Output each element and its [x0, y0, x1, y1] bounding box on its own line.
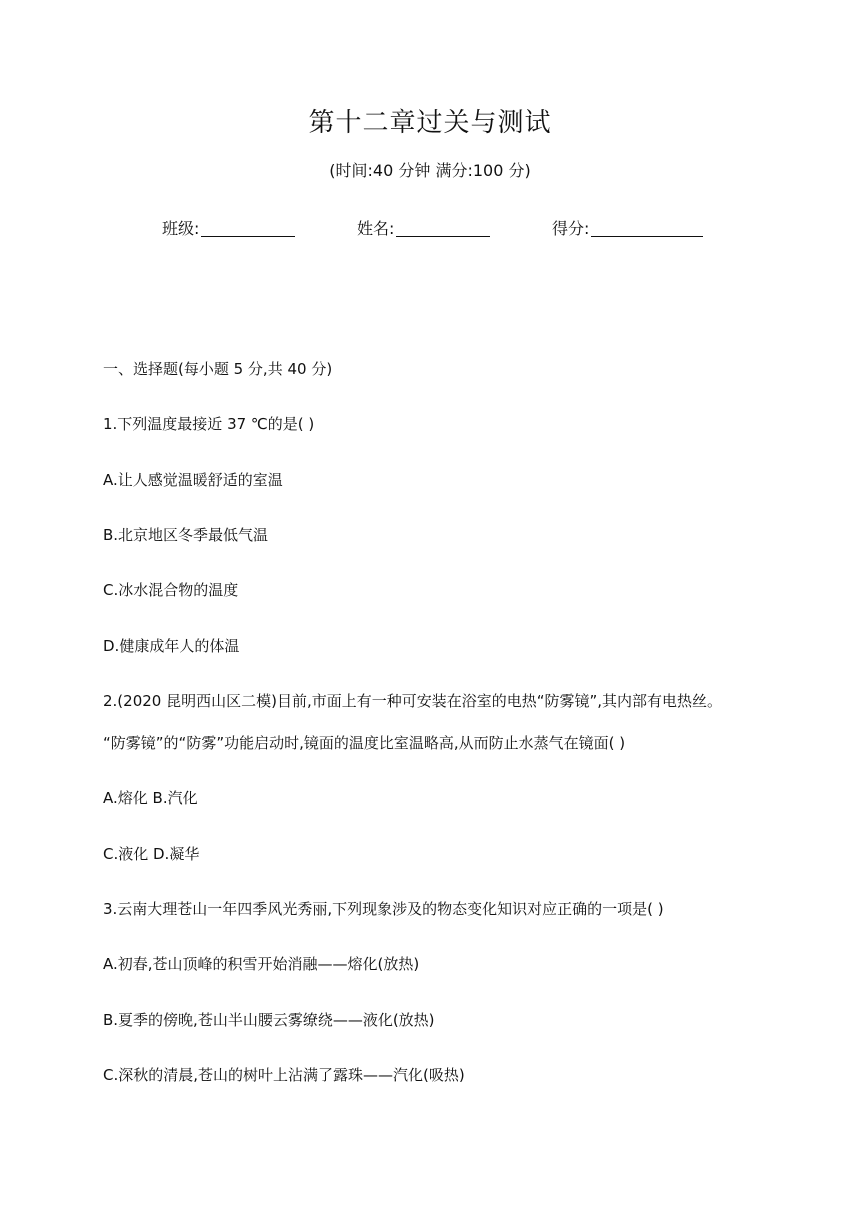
class-field: [162, 216, 295, 239]
exam-time-score-note: (时间:40 分钟 满分:100 分): [329, 161, 531, 180]
question-1-option-b: B.北京地区冬季最低气温: [103, 526, 269, 544]
score-label: 得分:: [552, 219, 590, 238]
name-field: [357, 216, 490, 239]
question-1-option-d: D.健康成年人的体温: [103, 637, 240, 655]
question-1-option-c: C.冰水混合物的温度: [103, 581, 239, 599]
question-1-stem: 1.下列温度最接近 37 ℃的是( ): [103, 415, 315, 433]
score-blank: [591, 220, 703, 237]
class-blank: [201, 220, 295, 237]
name-blank: [396, 220, 490, 237]
question-3-option-a: A.初春,苍山顶峰的积雪开始消融——熔化(放热): [103, 955, 420, 973]
page-title: 第十二章过关与测试: [308, 108, 552, 138]
score-field: [552, 216, 703, 239]
name-label: 姓名:: [357, 219, 395, 238]
question-2-options-ab: A.熔化 B.汽化: [103, 789, 198, 807]
class-label: 班级:: [162, 219, 200, 238]
question-3-option-b: B.夏季的傍晚,苍山半山腰云雾缭绕——液化(放热): [103, 1011, 435, 1029]
question-3-stem: 3.云南大理苍山一年四季风光秀丽,下列现象涉及的物态变化知识对应正确的一项是( ): [103, 900, 664, 918]
question-3-option-c: C.深秋的清晨,苍山的树叶上沾满了露珠——汽化(吸热): [103, 1066, 465, 1084]
question-2-options-cd: C.液化 D.凝华: [103, 845, 200, 863]
question-1-option-a: A.让人感觉温暖舒适的室温: [103, 471, 283, 489]
question-2-stem-line-2: “防雾镜”的“防雾”功能启动时,镜面的温度比室温略高,从而防止水蒸气在镜面( ): [103, 734, 626, 752]
section-heading: 一、选择题(每小题 5 分,共 40 分): [103, 360, 333, 378]
question-2-stem-line-1: 2.(2020 昆明西山区二模)目前,市面上有一种可安装在浴室的电热“防雾镜”,其内部有电热丝。: [103, 692, 723, 710]
